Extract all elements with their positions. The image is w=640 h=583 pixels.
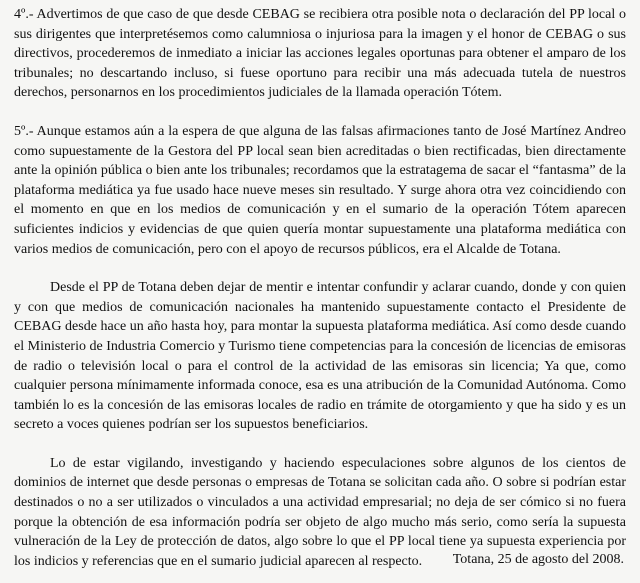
paragraph-spacer [14,259,626,278]
document-body [14,5,626,571]
paragraph-spacer [14,103,626,122]
paragraph-domains: Lo de estar vigilando, investigando y haciendo especulaciones sobre algunos de los cientos de dominios de internet que desde personas o empresas de Totana se solicitan cada año. O sobre si podrían estar destinados o no a ser utilizados o vinculados a una actividad empresarial; no deja de ser cómico si no fuera porque la obtención de esa información podría ser objeto de algo mucho más serio, como sería la supuesta vulneración de la Ley de protección de datos, algo sobre lo que el PP local tiene ya supuesta experiencia por los indicios y referencias que en el sumario judicial aparecen al respecto. [14,455,626,569]
paragraph-pp-totana: Desde el PP de Totana deben dejar de mentir e intentar confundir y aclarar cuando, donde y con quien y con que medios de comunicación nacionales ha mantenido supuestamente contacto el Presidente de CEBAG desde hace un año hasta hoy, para montar la supuesta plataforma mediática. Así como desde cuando el Ministerio de Industria Comercio y Turismo tiene competencias para la concesión de licencias de emisoras de radio o televisión local o para el control de la actividad de las emisoras sin licencia; Ya que, como cualquier persona mínimamente informada conoce, esa es una atribución de la Comunidad Autónoma. Como también lo es la concesión de las emisoras locales de radio en trámite de otorgamiento y que ha sido y es un secreto a voces quienes podrían ser los supuestos beneficiarios. [14,280,626,433]
date-signature: Totana, 25 de agosto del 2008. [452,552,624,567]
paragraph-4: 4º.- Advertimos de que caso de que desde CEBAG se recibiera otra posible nota o declaración del PP local o sus dirigentes que interpretésemos como calumniosa o injuriosa para la imagen y el honor de CEBAG o sus directivos, procederemos de inmediato a iniciar las acciones legales oportunas para obtener el amparo de los tribunales; no descartando incluso, si fuese oportuno para recibir una más adecuada tutela de nuestros derechos, personarnos en los procedimientos judiciales de la llamada operación Tótem. [14,7,626,101]
paragraph-spacer [14,435,626,454]
paragraph-5: 5º.- Aunque estamos aún a la espera de que alguna de las falsas afirmaciones tanto de José Martínez Andreo como supuestamente de la Gestora del PP local sean bien acreditadas o bien rectificadas, bien directamente ante la opinión pública o bien ante los tribunales; recordamos que la estratagema de sacar el “fantasma” de la plataforma mediática ya fue usado hace nueve meses sin resultado. Y surge ahora otra vez coincidiendo con el momento en que en los medios de comunicación y en el sumario de la operación Tótem aparecen suficientes indicios y evidencias de que quien quería montar supuestamente una plataforma mediática con varios medios de comunicación, pero con el apoyo de recursos públicos, era el Alcalde de Totana. [14,123,626,257]
